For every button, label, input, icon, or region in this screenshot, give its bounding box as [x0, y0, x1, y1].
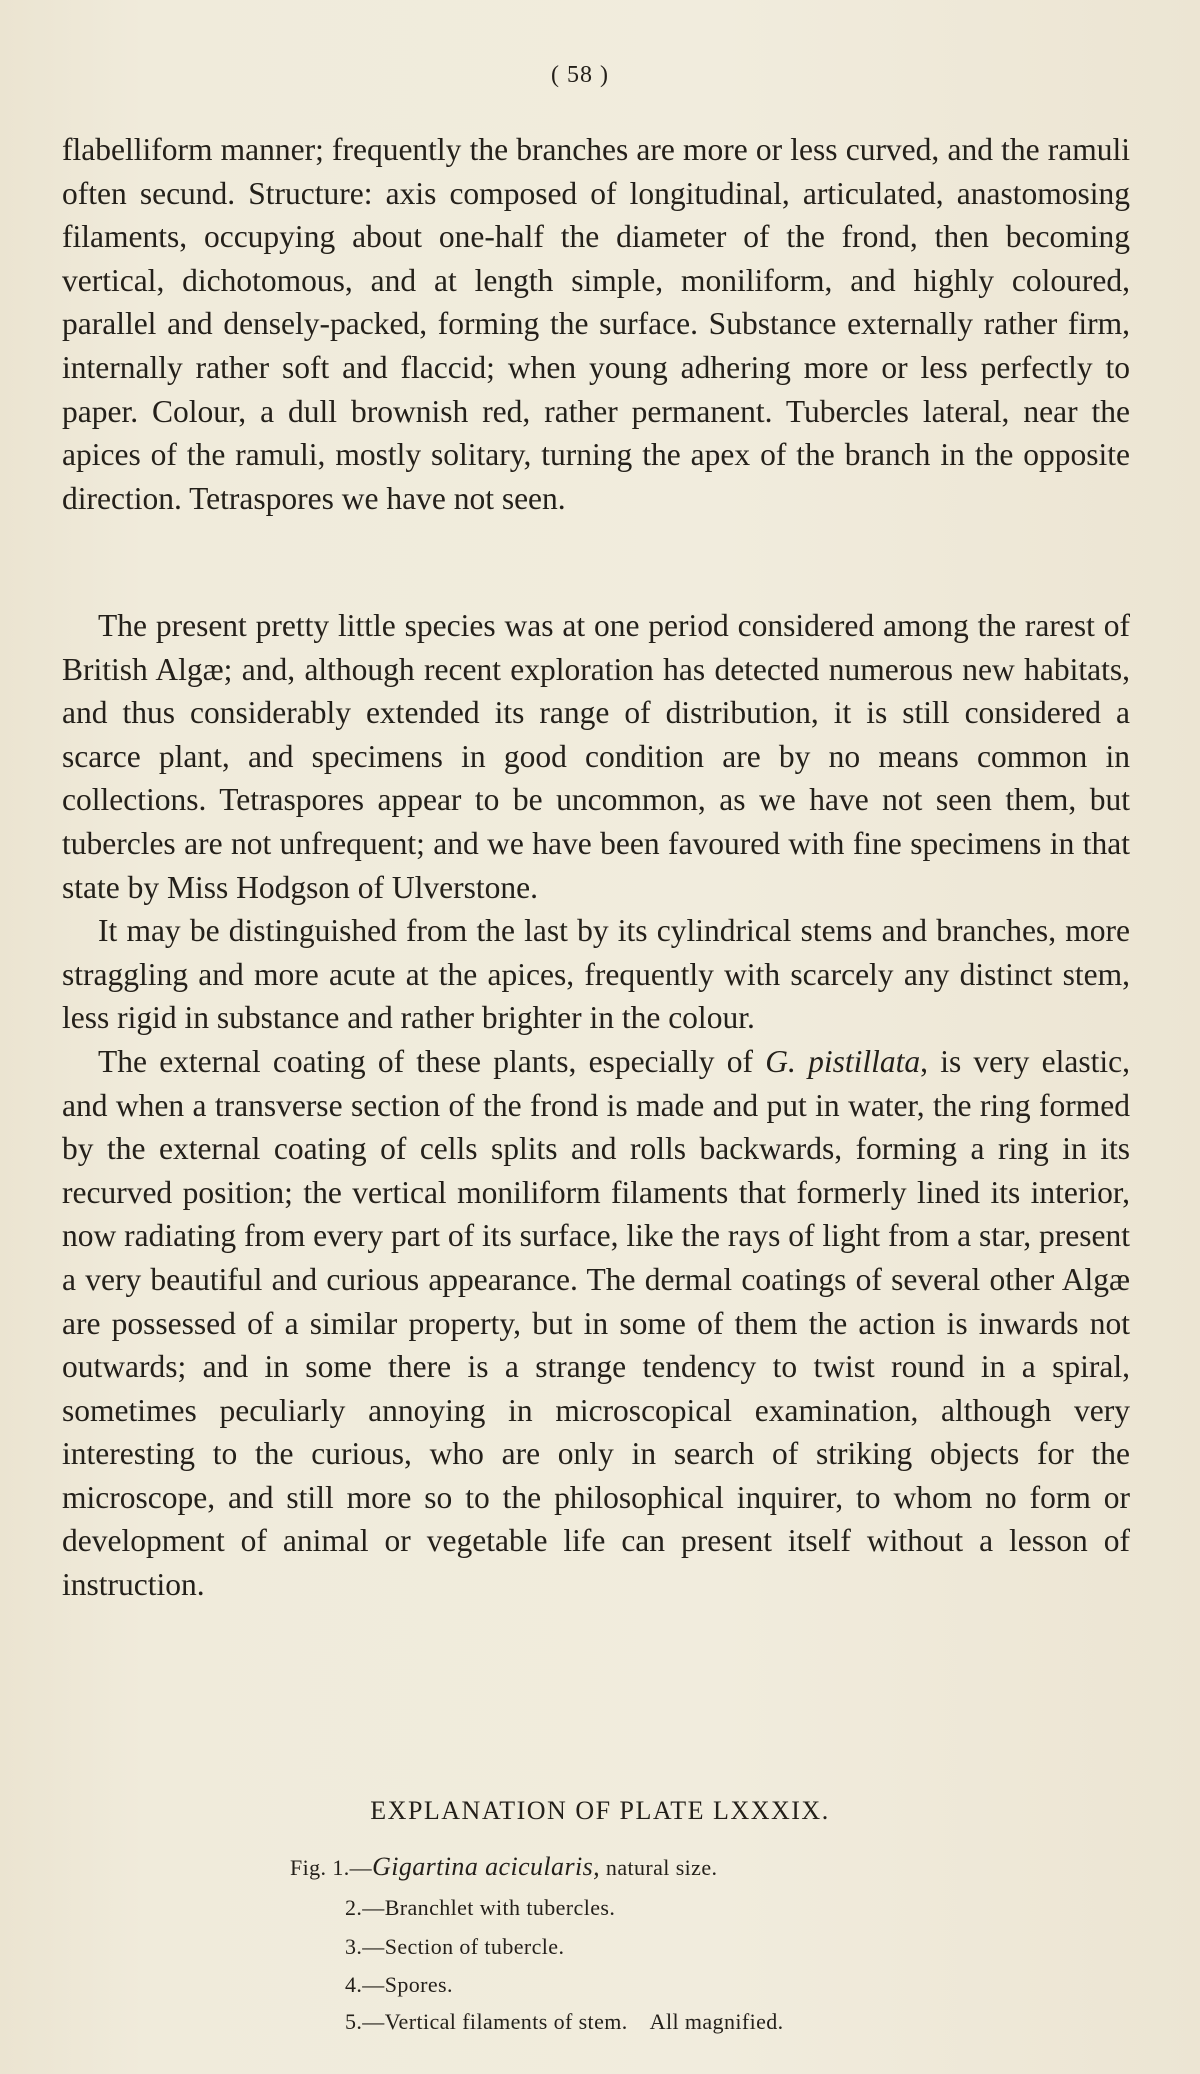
- figure-caption-2: 2.—Branchlet with tubercles.: [345, 1895, 616, 1920]
- text-block-description: [62, 128, 1130, 520]
- paragraph-4-text-a: The external coating of these plants, especially of: [98, 1043, 766, 1079]
- paragraph-distinction: It may be distinguished from the last by its cylindrical stems and branches, more straggling and more acute at the apices, frequently with scarcely any distinct stem, less rigid in substance and rather brighter in the colour.: [62, 913, 1130, 1036]
- paragraph-external-coating: [62, 1040, 1130, 1607]
- figure-caption-3: 3.—Section of tubercle.: [345, 1934, 565, 1959]
- plate-explanation-heading: EXPLANATION OF PLATE LXXXIX.: [370, 1796, 830, 1825]
- figure-caption-1: [290, 1852, 717, 1882]
- figure-caption-4: 4.—Spores.: [345, 1972, 453, 1997]
- figure-caption-5: [345, 2009, 784, 2035]
- fig1-suffix: natural size.: [600, 1855, 718, 1880]
- species-name-italic: G. pistillata: [765, 1043, 921, 1079]
- paragraph-rarity: The present pretty little species was at one period considered among the rarest of British Algæ; and, although recent exploration has detected numerous new habitats, and thus considerably extended its range of distribution, it is still considered a scarce plant, and specimens in good condition are by no means common in collections. Tetraspores appear to be uncommon, as we have not seen them, but tubercles are not unfrequent; and we have been favoured with fine specimens in that state by Miss Hodgson of Ulverstone.: [62, 608, 1130, 905]
- fig1-prefix: Fig. 1.—: [290, 1855, 373, 1880]
- fig1-species-italic: Gigartina acicularis,: [372, 1852, 601, 1881]
- text-block-discussion: [62, 604, 1130, 1607]
- fig5-note: All magnified.: [649, 2009, 784, 2034]
- page-number: ( 58 ): [551, 62, 609, 88]
- paragraph-4-text-b: , is very elastic, and when a transverse section of the frond is made and put in water, the ring formed by the external coating of cells splits and rolls backwards, forming a ring in its recurved position; the vertical moniliform filaments that formerly lined its interior, now radiating from every part of its surface, like the rays of light from a star, present a very beautiful and curious appearance. The dermal coatings of several other Algæ are possessed of a similar property, but in some of them the action is inwards not outwards; and in some there is a strange tendency to twist round in a spiral, sometimes peculiarly annoying in microscopical examination, although very interesting to the curious, who are only in search of striking objects for the microscope, and still more so to the philosophical inquirer, to whom no form or development of animal or vegetable life can present itself without a lesson of instruction.: [62, 1043, 1130, 1603]
- paragraph-structure-description: flabelliform manner; frequently the branches are more or less curved, and the ramuli often secund. Structure: axis composed of longitudinal, articulated, anastomosing filaments, occupying about one-half the diameter of the frond, then becoming vertical, dichotomous, and at length simple, moniliform, and highly coloured, parallel and densely-packed, forming the surface. Substance externally rather firm, internally rather soft and flaccid; when young adhering more or less perfectly to paper. Colour, a dull brownish red, rather permanent. Tubercles lateral, near the apices of the ramuli, mostly solitary, turning the apex of the branch in the opposite direction. Tetraspores we have not seen.: [62, 132, 1130, 516]
- fig5-text: 5.—Vertical filaments of stem.: [345, 2009, 628, 2034]
